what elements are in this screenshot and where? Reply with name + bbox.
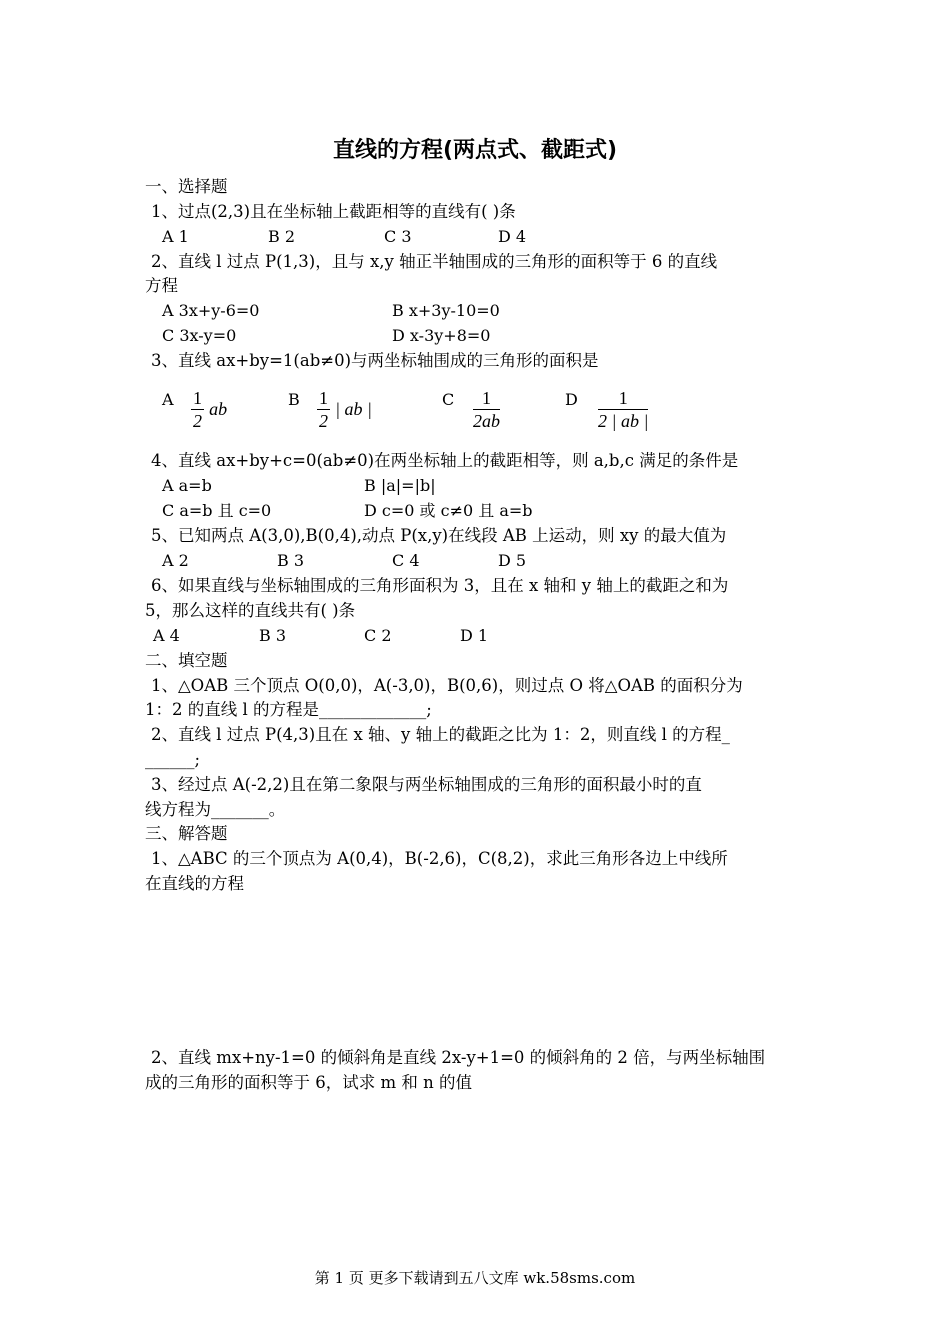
- q2-option-a: A 3x+y-6=0: [162, 301, 260, 320]
- q3-option-b-fraction: [317, 387, 372, 432]
- q3-option-c-fraction: [473, 387, 500, 432]
- fill-2-line1: 2、直线 l 过点 P(4,3)且在 x 轴、y 轴上的截距之比为 1：2，则直线 l 的方程_: [151, 725, 730, 744]
- q6-option-c: C 2: [364, 626, 392, 645]
- q1-option-a: A 1: [162, 227, 189, 246]
- question-2-line2: 方程: [145, 276, 178, 295]
- answer-2-line1: 2、直线 mx+ny-1=0 的倾斜角是直线 2x-y+1=0 的倾斜角的 2 倍，与两坐标轴围: [151, 1048, 766, 1067]
- question-2-line1: 2、直线 l 过点 P(1,3)，且与 x,y 轴正半轴围成的三角形的面积等于 6 的直线: [151, 252, 718, 271]
- q4-option-c: C a=b 且 c=0: [162, 501, 272, 520]
- page-title: 直线的方程(两点式、截距式): [332, 138, 618, 163]
- q2-option-b: B x+3y-10=0: [392, 301, 500, 320]
- q5-option-a: A 2: [162, 551, 189, 570]
- q2-option-c: C 3x-y=0: [162, 326, 237, 345]
- fraction-denominator: 2ab: [473, 411, 500, 431]
- q1-option-d: D 4: [498, 227, 527, 246]
- q4-option-b: B |a|=|b|: [364, 476, 436, 495]
- question-1-text: 1、过点(2,3)且在坐标轴上截距相等的直线有( )条: [151, 202, 516, 221]
- q4-option-d: D c=0 或 c≠0 且 a=b: [364, 501, 533, 520]
- q3-option-a-fraction: [191, 387, 227, 432]
- fraction-denominator: 2: [319, 411, 328, 431]
- fill-3-line2: 线方程为_______。: [145, 800, 286, 819]
- fraction-denominator: 2: [193, 411, 202, 431]
- question-4-text: 4、直线 ax+by+c=0(ab≠0)在两坐标轴上的截距相等，则 a,b,c 满足的条件是: [151, 451, 739, 470]
- q6-option-d: D 1: [460, 626, 489, 645]
- answer-1-line1: 1、△ABC 的三个顶点为 A(0,4)，B(-2,6)，C(8,2)，求此三角形各边上中线所: [151, 849, 728, 868]
- q6-option-b: B 3: [259, 626, 287, 645]
- q3-option-c-letter: C: [442, 390, 455, 409]
- fraction-denominator: 2 | ab |: [598, 411, 649, 431]
- fill-1-line2: 1：2 的直线 l 的方程是_____________;: [145, 700, 432, 719]
- fraction-factor: ab: [209, 399, 228, 419]
- fraction-numerator: 1: [618, 388, 628, 408]
- fill-3-line1: 3、经过点 A(-2,2)且在第二象限与两坐标轴围成的三角形的面积最小时的直: [151, 775, 702, 794]
- question-6-line2: 5，那么这样的直线共有( )条: [145, 601, 356, 620]
- q2-option-d: D x-3y+8=0: [392, 326, 491, 345]
- fraction-numerator: 1: [319, 388, 328, 408]
- q5-option-b: B 3: [277, 551, 305, 570]
- question-3-text: 3、直线 ax+by=1(ab≠0)与两坐标轴围成的三角形的面积是: [151, 351, 599, 370]
- section-answer-heading: 三、解答题: [145, 824, 228, 843]
- q5-option-d: D 5: [498, 551, 527, 570]
- q6-option-a: A 4: [153, 626, 180, 645]
- answer-2-line2: 成的三角形的面积等于 6，试求 m 和 n 的值: [145, 1073, 472, 1092]
- q3-option-d-fraction: [598, 387, 648, 432]
- page-footer: 第 1 页 更多下载请到五八文库 wk.58sms.com: [314, 1269, 636, 1287]
- fraction-numerator: 1: [193, 388, 202, 408]
- fraction-factor: | ab |: [335, 399, 372, 419]
- fill-1-line1: 1、△OAB 三个顶点 O(0,0)，A(-3,0)，B(0,6)，则过点 O 将△OAB 的面积分为: [151, 676, 743, 695]
- q1-option-c: C 3: [384, 227, 412, 246]
- section-fill-heading: 二、填空题: [145, 651, 228, 670]
- q3-option-a-letter: A: [162, 390, 174, 409]
- question-6-line1: 6、如果直线与坐标轴围成的三角形面积为 3，且在 x 轴和 y 轴上的截距之和为: [151, 576, 729, 595]
- question-5-text: 5、已知两点 A(3,0),B(0,4),动点 P(x,y)在线段 AB 上运动，则 xy 的最大值为: [151, 526, 727, 545]
- q4-option-a: A a=b: [162, 476, 212, 495]
- q3-option-b-letter: B: [288, 390, 300, 409]
- answer-1-line2: 在直线的方程: [145, 874, 244, 893]
- q5-option-c: C 4: [392, 551, 420, 570]
- section-choice-heading: 一、选择题: [145, 177, 228, 196]
- fraction-numerator: 1: [482, 388, 491, 408]
- q1-option-b: B 2: [268, 227, 296, 246]
- fill-2-line2: ______;: [145, 750, 201, 769]
- q3-option-d-letter: D: [565, 390, 578, 409]
